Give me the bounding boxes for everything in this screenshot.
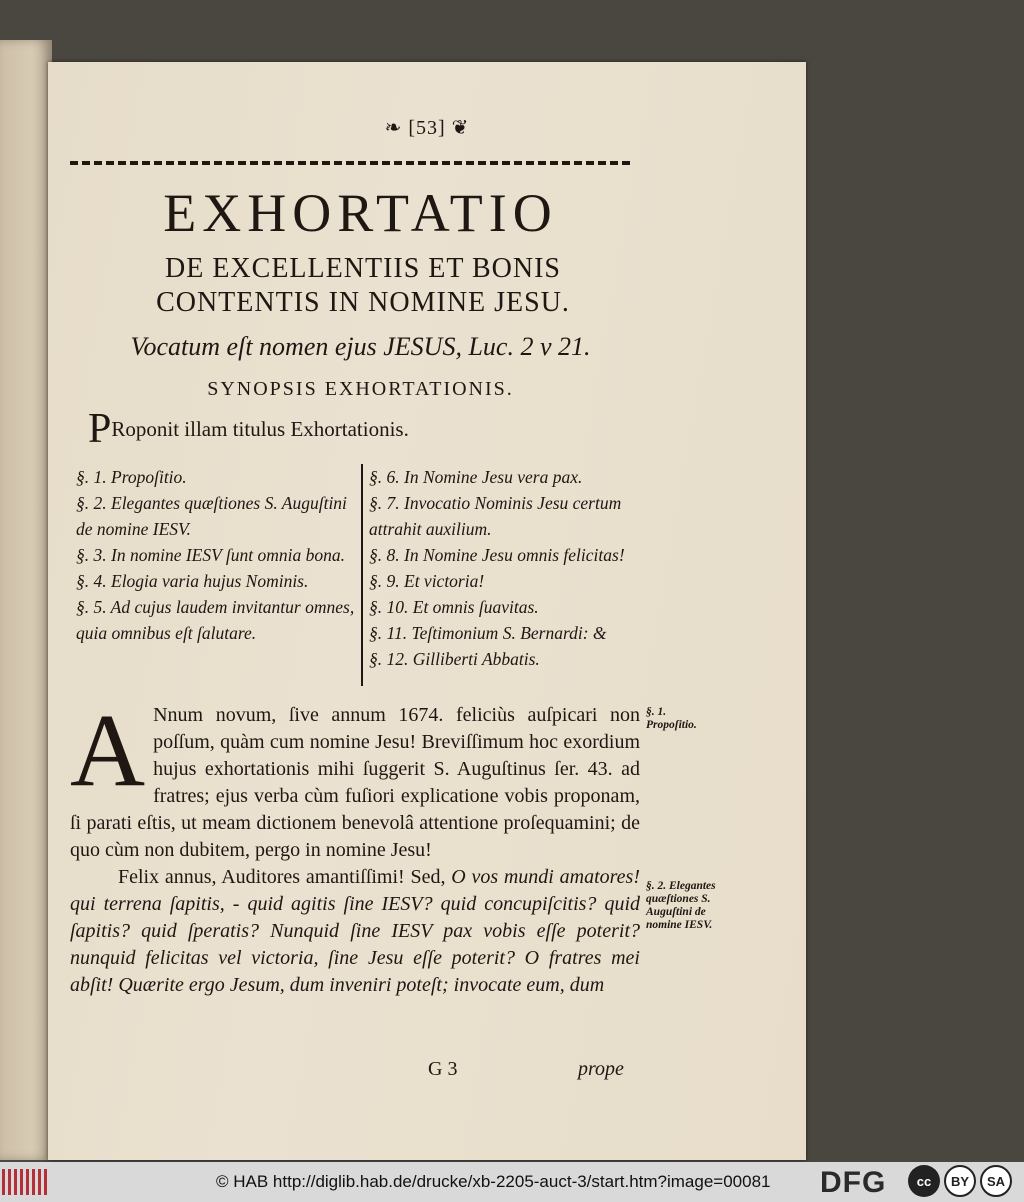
dashed-rule bbox=[70, 161, 630, 165]
synopsis-table bbox=[76, 464, 636, 694]
synopsis-item: §. 7. Invocatio Nominis Jesu certum attrahit auxilium. bbox=[369, 493, 622, 539]
synopsis-item: §. 12. Gilliberti Abbatis. bbox=[369, 649, 540, 669]
cc-by-icon: BY bbox=[944, 1165, 976, 1197]
margin-note-1: §. 1. Propoſitio. bbox=[646, 706, 697, 731]
synopsis-item: §. 11. Teſtimonium S. Bernardi: & bbox=[369, 623, 607, 643]
synopsis-item: §. 3. In nomine IESV ſunt omnia bona. bbox=[76, 545, 345, 565]
paragraph-2 bbox=[70, 864, 640, 999]
paragraph-2-start: Felix annus, Auditores amantiſſimi! Sed, bbox=[118, 866, 452, 888]
synopsis-item: §. 2. Elegantes quæſtiones S. Auguſtini de nomine IESV. bbox=[76, 493, 347, 539]
drop-cap: A bbox=[70, 693, 146, 808]
paragraph-2-italic: O vos mundi amatores! qui terrena ſapitis, - quid agitis ſine IESV? quid concupiſcitis? quid ſapitis? quid ſperatis? Nunquid ſine IESV pax vobis eſſe poterit? nunquid felicitas vel victoria, ſine Jesu eſſe poterit? O fratres mei abſit! Quærite ergo Jesum, dum inveniri poteſt; invocate eum, dum bbox=[70, 866, 640, 996]
synopsis-left-column bbox=[76, 464, 356, 646]
signature-mark: G 3 bbox=[428, 1058, 458, 1080]
synopsis-item: §. 5. Ad cujus laudem invitantur omnes, quia omnibus eſt ſalutare. bbox=[76, 597, 355, 643]
synopsis-item: §. 10. Et omnis ſuavitas. bbox=[369, 597, 539, 617]
synopsis-item: §. 1. Propoſitio. bbox=[76, 467, 187, 487]
ornament-left-icon: ❧ bbox=[384, 117, 403, 139]
synopsis-right-column bbox=[361, 464, 639, 686]
license-badge[interactable] bbox=[908, 1165, 1012, 1197]
page-number bbox=[48, 115, 806, 140]
ornament-right-icon: ❦ bbox=[451, 117, 470, 139]
page-subtitle: DE EXCELLENTIIS ET BONIS CONTENTIS IN NOMINE JESU. bbox=[156, 253, 570, 318]
synopsis-heading: SYNOPSIS EXHORTATIONIS. bbox=[207, 378, 514, 400]
cc-icon: cc bbox=[908, 1165, 940, 1197]
page-title: EXHORTATIO bbox=[163, 183, 558, 243]
synopsis-initial: P bbox=[88, 406, 112, 452]
synopsis-item: §. 9. Et victoria! bbox=[369, 571, 485, 591]
synopsis-item: §. 6. In Nomine Jesu vera pax. bbox=[369, 467, 583, 487]
margin-note-2: §. 2. Elegantes quæſtiones S. Auguſtini de nomine IESV. bbox=[646, 880, 716, 931]
previous-page-edge bbox=[0, 40, 52, 1160]
dfg-logo: DFG bbox=[820, 1166, 887, 1199]
motto: Vocatum eſt nomen ejus JESUS, Luc. 2 v 21. bbox=[130, 332, 591, 361]
page-number-text: [53] bbox=[408, 117, 446, 139]
copyright-link[interactable]: © HAB http://diglib.hab.de/drucke/xb-2205-auct-3/start.htm?image=00081 bbox=[216, 1172, 771, 1191]
cc-sa-icon: SA bbox=[980, 1165, 1012, 1197]
hab-logo-icon bbox=[2, 1165, 48, 1199]
paragraph-1 bbox=[70, 693, 640, 864]
synopsis-intro bbox=[88, 406, 648, 452]
paragraph-1-text: Nnum novum, ſive annum 1674. feliciùs auſpicari non poſſum, quàm cum nomine Jesu! Breviſſimum hoc exordium hujus exhortationis mihi ſuggerit S. Auguſtinus ſer. 43. ad fratres; ejus verba cùm fuſiori explicatione vobis proponam, ſi parati eſtis, ut meam dictionem benevolâ attentione proſequamini; de quo cùm non dubitem, pergo in nomine Jesu! bbox=[70, 704, 640, 861]
viewer-footer-bar bbox=[0, 1162, 1024, 1202]
catchword: prope bbox=[578, 1058, 624, 1080]
body-text bbox=[70, 693, 640, 999]
book-page bbox=[48, 62, 806, 1160]
synopsis-item: §. 8. In Nomine Jesu omnis felicitas! bbox=[369, 545, 625, 565]
synopsis-item: §. 4. Elogia varia hujus Nominis. bbox=[76, 571, 309, 591]
synopsis-intro-text: Roponit illam titulus Exhortationis. bbox=[111, 417, 409, 441]
